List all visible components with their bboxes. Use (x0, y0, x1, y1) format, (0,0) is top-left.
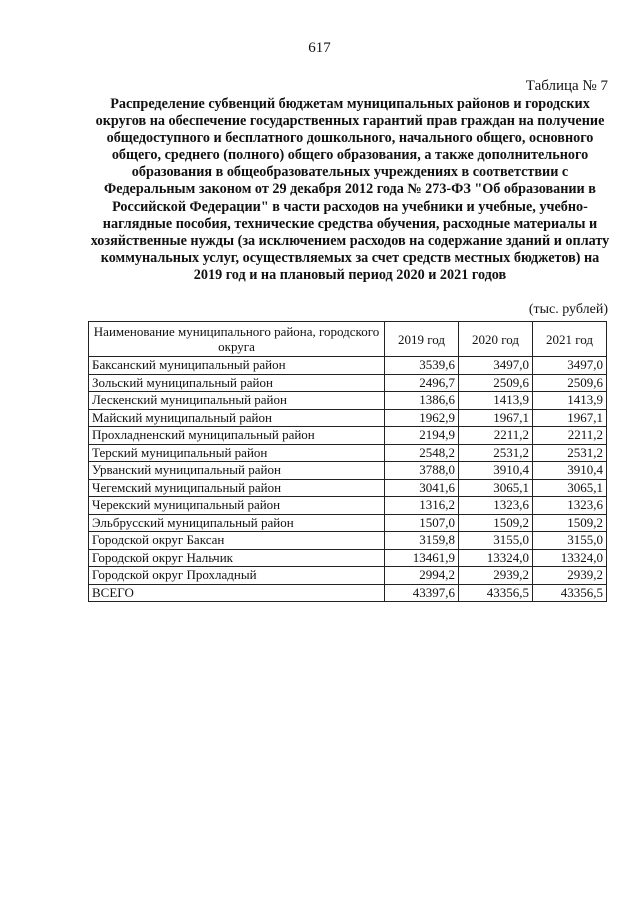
table-row (89, 514, 607, 532)
row-value-cell: 1413,9 (533, 392, 607, 410)
row-value-cell: 2211,2 (459, 427, 533, 445)
row-value-cell: 2531,2 (459, 444, 533, 462)
table-header-row (89, 322, 607, 357)
table-row (89, 497, 607, 515)
row-value-cell: 1967,1 (533, 409, 607, 427)
row-value-cell: 1509,2 (459, 514, 533, 532)
row-name-cell: Эльбрусский муниципальный район (89, 514, 385, 532)
row-value-cell: 3065,1 (459, 479, 533, 497)
row-value-cell: 1413,9 (459, 392, 533, 410)
row-value-cell: 2509,6 (533, 374, 607, 392)
header-2019: 2019 год (385, 322, 459, 357)
row-name-cell: Лескенский муниципальный район (89, 392, 385, 410)
row-value-cell: 13461,9 (385, 549, 459, 567)
row-name-cell: Городской округ Баксан (89, 532, 385, 550)
table-row (89, 409, 607, 427)
row-value-cell: 3155,0 (533, 532, 607, 550)
row-value-cell: 1386,6 (385, 392, 459, 410)
row-value-cell: 2994,2 (385, 567, 459, 585)
table-row (89, 392, 607, 410)
row-name-cell: Зольский муниципальный район (89, 374, 385, 392)
row-value-cell: 3539,6 (385, 357, 459, 375)
table-row (89, 427, 607, 445)
row-value-cell: 1323,6 (459, 497, 533, 515)
row-value-cell: 3159,8 (385, 532, 459, 550)
row-name-cell: Майский муниципальный район (89, 409, 385, 427)
row-value-cell: 3155,0 (459, 532, 533, 550)
row-value-cell: 43397,6 (385, 584, 459, 602)
row-value-cell: 3910,4 (533, 462, 607, 480)
row-value-cell: 3497,0 (459, 357, 533, 375)
table-row (89, 374, 607, 392)
table-row (89, 357, 607, 375)
row-value-cell: 2548,2 (385, 444, 459, 462)
row-value-cell: 1316,2 (385, 497, 459, 515)
table-row (89, 567, 607, 585)
header-2021: 2021 год (533, 322, 607, 357)
row-name-cell: Городской округ Прохладный (89, 567, 385, 585)
subvention-table (88, 321, 607, 602)
row-value-cell: 43356,5 (459, 584, 533, 602)
units-label: (тыс. рублей) (528, 302, 608, 317)
table-row (89, 479, 607, 497)
row-value-cell: 2939,2 (459, 567, 533, 585)
header-name: Наименование муниципального района, городского округа (89, 322, 385, 357)
row-value-cell: 1509,2 (533, 514, 607, 532)
row-value-cell: 3497,0 (533, 357, 607, 375)
row-value-cell: 43356,5 (533, 584, 607, 602)
row-value-cell: 1967,1 (459, 409, 533, 427)
row-name-cell: Черекский муниципальный район (89, 497, 385, 515)
row-value-cell: 13324,0 (533, 549, 607, 567)
row-name-cell: Чегемский муниципальный район (89, 479, 385, 497)
row-value-cell: 2509,6 (459, 374, 533, 392)
row-value-cell: 1323,6 (533, 497, 607, 515)
row-value-cell: 2531,2 (533, 444, 607, 462)
row-value-cell: 3041,6 (385, 479, 459, 497)
row-value-cell: 1962,9 (385, 409, 459, 427)
table-row (89, 444, 607, 462)
header-2020: 2020 год (459, 322, 533, 357)
row-value-cell: 2211,2 (533, 427, 607, 445)
row-name-cell: Баксанский муниципальный район (89, 357, 385, 375)
page-number: 617 (308, 40, 331, 56)
row-name-cell: Городской округ Нальчик (89, 549, 385, 567)
row-value-cell: 1507,0 (385, 514, 459, 532)
row-name-cell: Терский муниципальный район (89, 444, 385, 462)
row-value-cell: 2496,7 (385, 374, 459, 392)
row-name-cell: ВСЕГО (89, 584, 385, 602)
table-row (89, 462, 607, 480)
table-row (89, 549, 607, 567)
row-value-cell: 3910,4 (459, 462, 533, 480)
table-row (89, 532, 607, 550)
table-label: Таблица № 7 (525, 78, 608, 94)
row-value-cell: 2194,9 (385, 427, 459, 445)
row-value-cell: 2939,2 (533, 567, 607, 585)
row-value-cell: 3065,1 (533, 479, 607, 497)
row-name-cell: Урванский муниципальный район (89, 462, 385, 480)
row-name-cell: Прохладненский муниципальный район (89, 427, 385, 445)
document-title: Распределение субвенций бюджетам муниципальных районов и городских округов на обеспечение государственных гарантий прав граждан на получение общедоступного и бесплатного дошкольного, начального общего, основного общего, среднего (полного) общего образования, а также дополнительного образования в общеобразовательных учреждениях в соответствии с Федеральным законом от 29 декабря 2012 года № 273-ФЗ "Об образовании в Российской Федерации" в части расходов на учебники и учебные, учебно-наглядные пособия, технические средства обучения, расходные материалы и хозяйственные нужды (за исключением расходов на содержание зданий и оплату коммунальных услуг, осуществляемых за счет средств местных бюджетов) на 2019 год и на плановый период 2020 и 2021 годов (90, 96, 610, 283)
row-value-cell: 3788,0 (385, 462, 459, 480)
row-value-cell: 13324,0 (459, 549, 533, 567)
table-row (89, 584, 607, 602)
